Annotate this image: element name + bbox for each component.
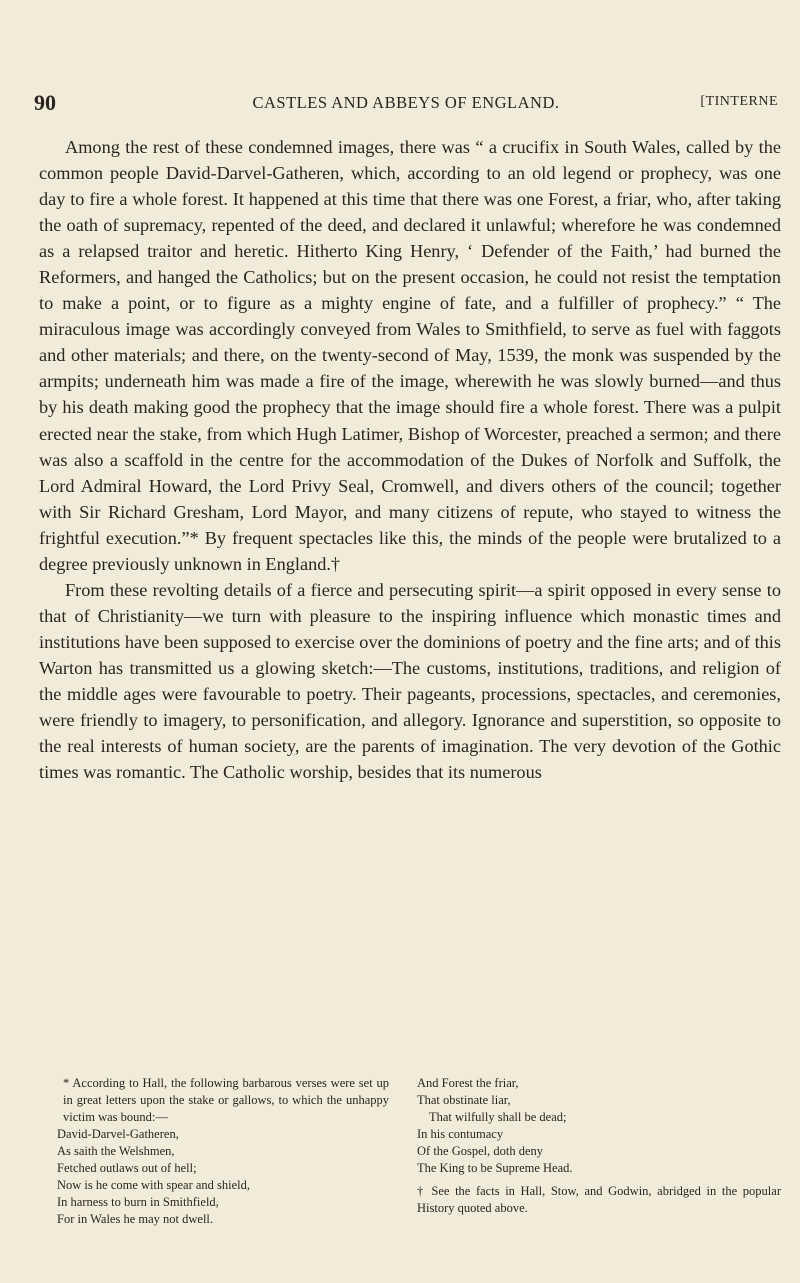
- footnote-intro: * According to Hall, the following barbarous verses were set up in great letters upon the stake or gallows, to which the unhappy victim was bound:—: [63, 1076, 389, 1124]
- paragraph-1: Among the rest of these condemned images, there was “ a crucifix in South Wales, called by the common people David-Darvel-Gatheren, which, according to an old legend or prophecy, was one day to fire a whole forest. It happened at this time that there was one Forest, a friar, who, after taking the oath of supremacy, repented of the deed, and declared it unlawful; wherefore he was condemned as a relapsed traitor and heretic. Hitherto King Henry, ‘ Defender of the Faith,’ had burned the Reformers, and hanged the Catholics; but on the present occasion, he could not resist the temptation to make a point, or to figure as a mighty engine of fate, and a fulfiller of prophecy.” “ The miraculous image was accordingly conveyed from Wales to Smithfield, to serve as fuel with faggots and other materials; and there, on the twenty-second of May, 1539, the monk was suspended by the armpits; underneath him was made a fire of the image, wherewith he was slowly burned—and thus by his death making good the prophecy that the image should fire a whole forest. There was a pulpit erected near the stake, from which Hugh Latimer, Bishop of Worcester, preached a sermon; and there was also a scaffold in the centre for the accommodation of the Dukes of Norfolk and Suffolk, the Lord Admiral Howard, the Lord Privy Seal, Cromwell, and divers others of the council; together with Sir Richard Gresham, Lord Mayor, and many citizens of repute, who stayed to witness the frightful execution.”* By frequent spectacles like this, the minds of the people were brutalized to a degree previously unknown in England.†: [39, 137, 781, 574]
- page-number: 90: [34, 90, 56, 115]
- verse-line: As saith the Welshmen,: [57, 1144, 175, 1158]
- running-title: CASTLES AND ABBEYS OF ENGLAND.: [252, 93, 560, 112]
- footnote-left-column: [39, 1075, 389, 1228]
- page-header: [34, 90, 778, 116]
- footnote-dagger: † See the facts in Hall, Stow, and Godwin, abridged in the popular History quoted above.: [417, 1184, 781, 1215]
- verse-line: In his contumacy: [417, 1127, 504, 1141]
- verse-line: That wilfully shall be dead;: [429, 1110, 567, 1124]
- verse-line: And Forest the friar,: [417, 1076, 519, 1090]
- body-text: [39, 134, 781, 785]
- paragraph-2: From these revolting details of a fierce and persecuting spirit—a spirit opposed in every sense to that of Christianity—we turn with pleasure to the inspiring influence which monastic times and institutions have been supposed to exercise over the dominions of poetry and the fine arts; and of this Warton has transmitted us a glowing sketch:—The customs, institutions, traditions, and religion of the middle ages were favourable to poetry. Their pageants, processions, spectacles, and ceremonies, were friendly to imagery, to personification, and allegory. Ignorance and superstition, so opposite to the real interests of human society, are the parents of imagination. The very devotion of the Gothic times was romantic. The Catholic worship, besides that its numerous: [39, 579, 781, 783]
- verse-line: Fetched outlaws out of hell;: [57, 1161, 197, 1175]
- verse-line: David-Darvel-Gatheren,: [57, 1127, 179, 1141]
- verse-line: Now is he come with spear and shield,: [57, 1178, 251, 1192]
- verse-line: That obstinate liar,: [417, 1093, 511, 1107]
- footnote-right-column: [417, 1075, 781, 1217]
- verse-line: Of the Gospel, doth deny: [417, 1144, 544, 1158]
- verse-line: The King to be Supreme Head.: [417, 1161, 573, 1175]
- verse-line: In harness to burn in Smithfield,: [57, 1195, 219, 1209]
- running-section: [TINTERNE: [700, 94, 778, 109]
- verse-line: For in Wales he may not dwell.: [57, 1212, 214, 1226]
